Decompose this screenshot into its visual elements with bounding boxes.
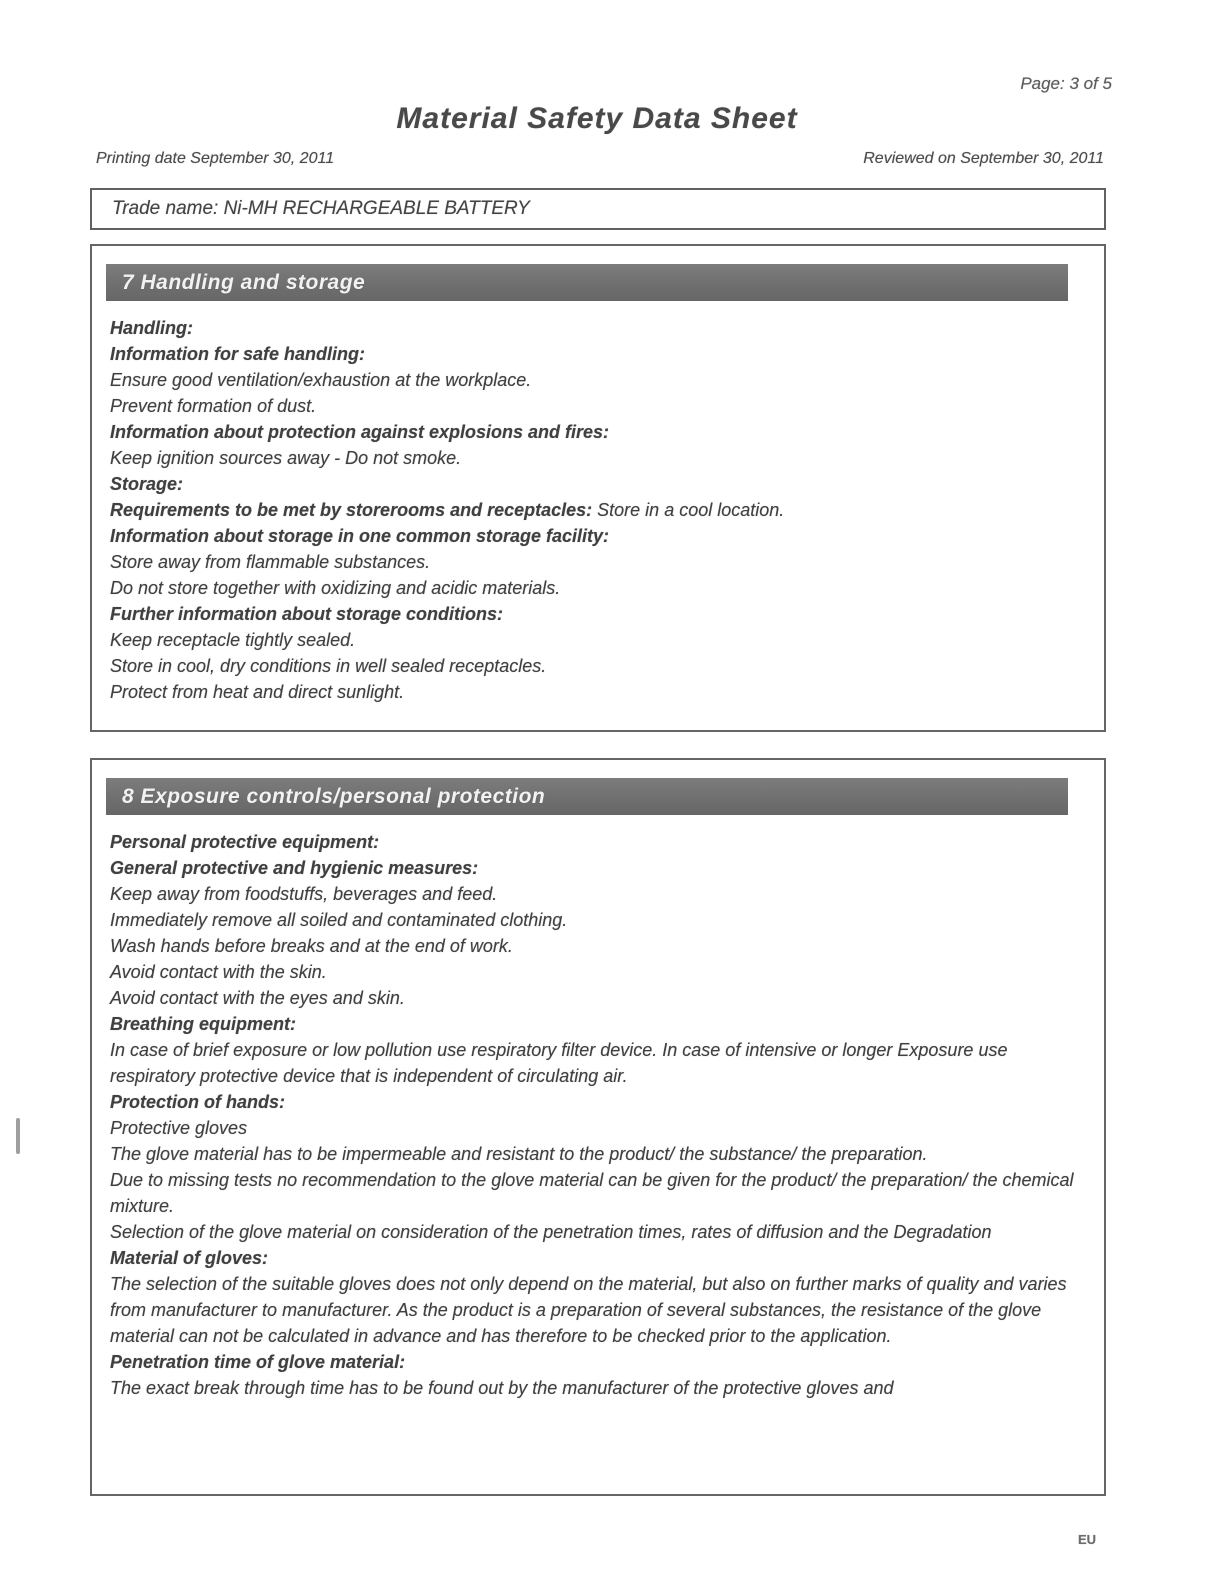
- section-handling-storage-header: 7 Handling and storage: [106, 264, 1068, 301]
- text-line: Keep away from foodstuffs, beverages and feed.: [110, 884, 498, 904]
- text-line: Prevent formation of dust.: [110, 396, 317, 416]
- text-line: Material of gloves:: [110, 1248, 269, 1268]
- scan-artifact: [16, 1118, 20, 1154]
- text-line: Store in cool, dry conditions in well sealed receptacles.: [110, 656, 547, 676]
- text-line: Information about protection against explosions and fires:: [110, 422, 610, 442]
- section-exposure-controls: [90, 758, 1106, 1496]
- text-line: General protective and hygienic measures:: [110, 858, 479, 878]
- text-line: Keep ignition sources away - Do not smoke.: [110, 448, 462, 468]
- text-line: Avoid contact with the skin.: [110, 962, 327, 982]
- text-line: Penetration time of glove material:: [110, 1352, 406, 1372]
- text-line: Wash hands before breaks and at the end of work.: [110, 936, 513, 956]
- text-line: Breathing equipment:: [110, 1014, 297, 1034]
- text-line: Storage:: [110, 474, 184, 494]
- printing-date: Printing date September 30, 2011: [96, 150, 335, 167]
- text-line: Requirements to be met by storerooms and receptacles: Store in a cool location.: [110, 500, 785, 520]
- text-line: Due to missing tests no recommendation to the glove material can be given for the product/ the preparation/ the chemical mixture.: [110, 1170, 1074, 1216]
- trade-name: Trade name: Ni-MH RECHARGEABLE BATTERY: [112, 198, 530, 219]
- text-line: Handling:: [110, 318, 193, 338]
- page-number: Page: 3 of 5: [1020, 74, 1112, 93]
- text-line: Selection of the glove material on consideration of the penetration times, rates of diffusion and the Degradation: [110, 1222, 992, 1242]
- text-line: Do not store together with oxidizing and acidic materials.: [110, 578, 561, 598]
- section-handling-storage: [90, 244, 1106, 732]
- text-line: Protect from heat and direct sunlight.: [110, 682, 405, 702]
- text-line: The glove material has to be impermeable and resistant to the product/ the substance/ the preparation.: [110, 1144, 928, 1164]
- text-line: Store away from flammable substances.: [110, 552, 431, 572]
- text-line: Personal protective equipment:: [110, 832, 380, 852]
- document-title: Material Safety Data Sheet: [396, 102, 798, 135]
- text-line: Avoid contact with the eyes and skin.: [110, 988, 405, 1008]
- text-line: In case of brief exposure or low pollution use respiratory filter device. In case of intensive or longer Exposure use respiratory protective device that is independent of circulating air.: [110, 1040, 1008, 1086]
- text-line: Information about storage in one common storage facility:: [110, 526, 610, 546]
- text-line: Further information about storage conditions:: [110, 604, 503, 624]
- date-row: [96, 150, 1104, 168]
- text-line: Immediately remove all soiled and contaminated clothing.: [110, 910, 568, 930]
- section-handling-storage-body: [92, 309, 1104, 705]
- section-exposure-controls-body: [92, 823, 1104, 1401]
- text-line: Keep receptacle tightly sealed.: [110, 630, 356, 650]
- text-line: The exact break through time has to be found out by the manufacturer of the protective gloves and: [110, 1378, 894, 1398]
- text-line: Ensure good ventilation/exhaustion at the workplace.: [110, 370, 532, 390]
- text-line: Information for safe handling:: [110, 344, 365, 364]
- text-line: The selection of the suitable gloves does not only depend on the material, but also on further marks of quality and varies from manufacturer to manufacturer. As the product is a preparation of several substances, the resistance of the glove material can not be calculated in advance and has therefore to be checked prior to the application.: [110, 1274, 1067, 1346]
- text-line: Protective gloves: [110, 1118, 248, 1138]
- reviewed-date: Reviewed on September 30, 2011: [863, 150, 1104, 167]
- footer-region-code: EU: [1077, 1532, 1096, 1547]
- section-exposure-controls-header: 8 Exposure controls/personal protection: [106, 778, 1068, 815]
- trade-name-box: [90, 188, 1106, 230]
- text-line: Protection of hands:: [110, 1092, 285, 1112]
